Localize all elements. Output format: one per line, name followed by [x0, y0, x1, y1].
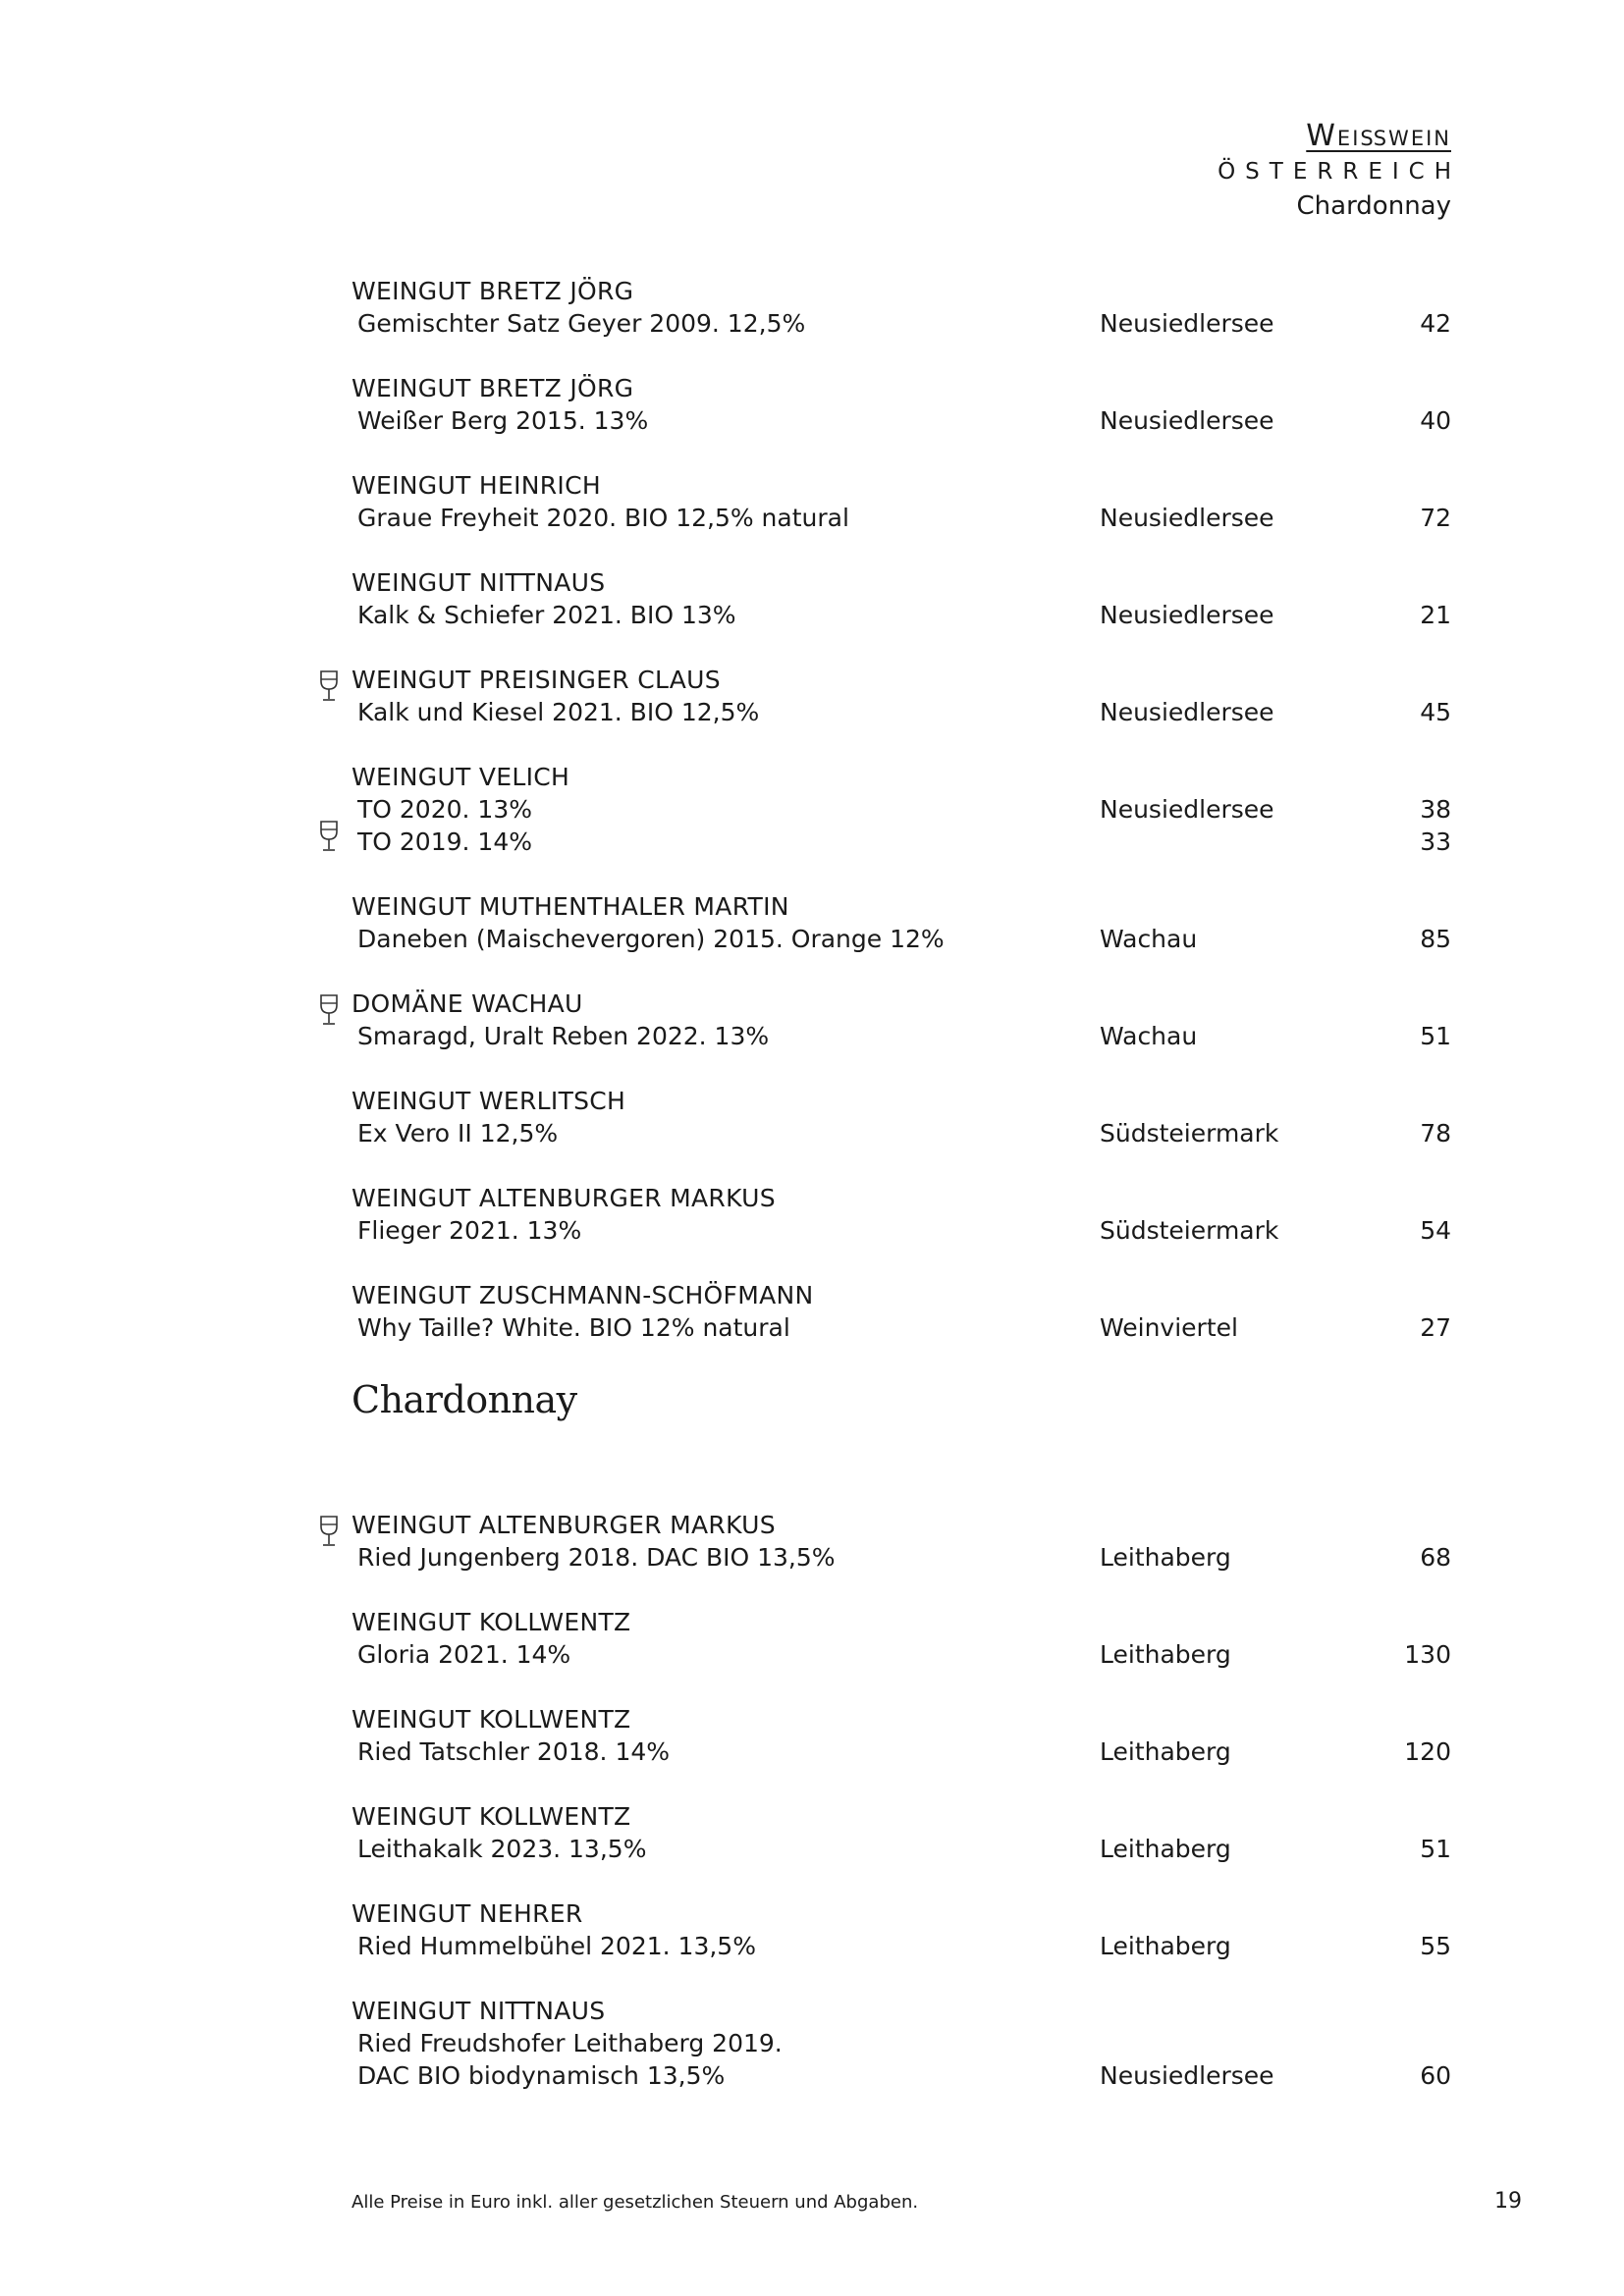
wine-price: 85	[1420, 925, 1451, 953]
producer-name: WEINGUT ALTENBURGER MARKUS	[352, 1184, 776, 1212]
wine-name: Leithakalk 2023. 13,5%	[357, 1835, 647, 1863]
producer-name: WEINGUT NEHRER	[352, 1899, 583, 1928]
wine-line	[352, 923, 1451, 955]
wine-line	[352, 1117, 1451, 1149]
wine-name: Ex Vero II 12,5%	[357, 1119, 559, 1148]
wine-price: 45	[1420, 698, 1451, 726]
wine-region: Leithaberg	[1100, 1737, 1231, 1766]
wine-region: Weinviertel	[1100, 1313, 1238, 1342]
wine-name: Daneben (Maischevergoren) 2015. Orange 12%	[357, 925, 945, 953]
producer-name: WEINGUT KOLLWENTZ	[352, 1802, 631, 1831]
wine-name: Ried Jungenberg 2018. DAC BIO 13,5%	[357, 1543, 836, 1572]
wine-region: Neusiedlersee	[1100, 504, 1274, 532]
wine-name: Gemischter Satz Geyer 2009. 12,5%	[357, 309, 806, 338]
producer-name: WEINGUT BRETZ JÖRG	[352, 277, 634, 305]
wine-name: Flieger 2021. 13%	[357, 1216, 582, 1245]
wine-name: Weißer Berg 2015. 13%	[357, 406, 649, 435]
wine-price: 33	[1420, 828, 1451, 856]
wine-name: Gloria 2021. 14%	[357, 1640, 571, 1669]
wine-entry	[352, 372, 1451, 437]
wine-price: 55	[1420, 1932, 1451, 1960]
wine-region: Südsteiermark	[1100, 1216, 1279, 1245]
wine-price: 40	[1420, 406, 1451, 435]
wine-glass-icon	[318, 1515, 340, 1548]
wine-price: 54	[1420, 1216, 1451, 1245]
producer-name: WEINGUT ZUSCHMANN-SCHÖFMANN	[352, 1281, 814, 1309]
wine-name: DAC BIO biodynamisch 13,5%	[357, 2061, 726, 2090]
wine-line	[352, 307, 1451, 340]
wine-entry	[352, 275, 1451, 340]
wine-region: Neusiedlersee	[1100, 2061, 1274, 2090]
wine-entry	[352, 988, 1451, 1052]
wine-price: 38	[1420, 795, 1451, 824]
wine-entry	[352, 1800, 1451, 1865]
wine-name: Why Taille? White. BIO 12% natural	[357, 1313, 790, 1342]
wine-region: Neusiedlersee	[1100, 406, 1274, 435]
producer-name: WEINGUT HEINRICH	[352, 471, 601, 500]
producer-name: WEINGUT VELICH	[352, 763, 570, 791]
wine-line	[352, 2059, 1451, 2092]
wine-entry	[352, 469, 1451, 534]
country-label: ÖSTERREICH	[1218, 159, 1461, 185]
wine-name: Smaragd, Uralt Reben 2022. 13%	[357, 1022, 770, 1050]
wine-region: Leithaberg	[1100, 1640, 1231, 1669]
wine-price: 27	[1420, 1313, 1451, 1342]
wine-region: Neusiedlersee	[1100, 698, 1274, 726]
wine-entry	[352, 761, 1451, 858]
subcategory-label: Chardonnay	[1296, 191, 1451, 221]
wine-name: Kalk und Kiesel 2021. BIO 12,5%	[357, 698, 760, 726]
wine-line	[352, 696, 1451, 728]
wine-entry	[352, 1995, 1451, 2092]
wine-name: Ried Freudshofer Leithaberg 2019.	[357, 2029, 783, 2057]
wine-entry	[352, 664, 1451, 728]
wine-line	[352, 2027, 1451, 2059]
producer-name: DOMÄNE WACHAU	[352, 989, 583, 1018]
producer-name: WEINGUT NITTNAUS	[352, 1997, 606, 2025]
wine-entry	[352, 1279, 1451, 1344]
wine-entry	[352, 566, 1451, 631]
wine-name: Graue Freyheit 2020. BIO 12,5% natural	[357, 504, 849, 532]
wine-entry	[352, 1509, 1451, 1574]
producer-name: WEINGUT KOLLWENTZ	[352, 1705, 631, 1734]
wine-price: 130	[1404, 1640, 1451, 1669]
wine-list-main	[352, 275, 1451, 1344]
wine-entry	[352, 1897, 1451, 1962]
producer-name: WEINGUT ALTENBURGER MARKUS	[352, 1511, 776, 1539]
wine-name: Kalk & Schiefer 2021. BIO 13%	[357, 601, 736, 629]
producer-name: WEINGUT PREISINGER CLAUS	[352, 666, 721, 694]
wine-line	[352, 1735, 1451, 1768]
wine-line	[352, 599, 1451, 631]
wine-region: Leithaberg	[1100, 1932, 1231, 1960]
wine-region: Neusiedlersee	[1100, 601, 1274, 629]
wine-price: 21	[1420, 601, 1451, 629]
page-header	[1218, 118, 1461, 224]
wine-line	[352, 1541, 1451, 1574]
producer-name: WEINGUT WERLITSCH	[352, 1087, 626, 1115]
wine-price: 68	[1420, 1543, 1451, 1572]
wine-line	[352, 1833, 1451, 1865]
producer-name: WEINGUT KOLLWENTZ	[352, 1608, 631, 1636]
wine-glass-icon	[318, 820, 340, 853]
wine-price: 78	[1420, 1119, 1451, 1148]
wine-price: 51	[1420, 1022, 1451, 1050]
wine-glass-icon	[318, 993, 340, 1027]
wine-price: 42	[1420, 309, 1451, 338]
wine-line	[352, 1311, 1451, 1344]
wine-region: Wachau	[1100, 925, 1198, 953]
wine-price: 60	[1420, 2061, 1451, 2090]
wine-glass-icon	[318, 669, 340, 703]
wine-entry	[352, 1085, 1451, 1149]
wine-name: Ried Tatschler 2018. 14%	[357, 1737, 671, 1766]
wine-region: Südsteiermark	[1100, 1119, 1279, 1148]
wine-name: TO 2019. 14%	[357, 828, 532, 856]
wine-entry	[352, 1606, 1451, 1671]
wine-line	[352, 1020, 1451, 1052]
producer-name: WEINGUT MUTHENTHALER MARTIN	[352, 892, 789, 921]
page-number: 19	[1494, 2189, 1522, 2214]
wine-list	[352, 275, 1451, 2124]
wine-region: Wachau	[1100, 1022, 1198, 1050]
wine-region: Leithaberg	[1100, 1543, 1231, 1572]
wine-name: TO 2020. 13%	[357, 795, 532, 824]
wine-price: 120	[1404, 1737, 1451, 1766]
wine-line	[352, 826, 1451, 858]
section-title-chardonnay: Chardonnay	[352, 1378, 577, 1421]
wine-entry	[352, 1182, 1451, 1247]
producer-name: WEINGUT BRETZ JÖRG	[352, 374, 634, 402]
wine-name: Ried Hummelbühel 2021. 13,5%	[357, 1932, 756, 1960]
wine-line	[352, 502, 1451, 534]
wine-price: 72	[1420, 504, 1451, 532]
wine-entry	[352, 1703, 1451, 1768]
wine-region: Neusiedlersee	[1100, 795, 1274, 824]
wine-line	[352, 1214, 1451, 1247]
wine-line	[352, 793, 1451, 826]
wine-list-chardonnay	[352, 1509, 1451, 2092]
category-title: Weißwein	[1306, 119, 1451, 153]
wine-region: Neusiedlersee	[1100, 309, 1274, 338]
wine-line	[352, 1638, 1451, 1671]
producer-name: WEINGUT NITTNAUS	[352, 568, 606, 597]
wine-line	[352, 404, 1451, 437]
footer-note: Alle Preise in Euro inkl. aller gesetzlichen Steuern und Abgaben.	[352, 2192, 919, 2213]
wine-price: 51	[1420, 1835, 1451, 1863]
wine-entry	[352, 890, 1451, 955]
wine-region: Leithaberg	[1100, 1835, 1231, 1863]
wine-line	[352, 1930, 1451, 1962]
